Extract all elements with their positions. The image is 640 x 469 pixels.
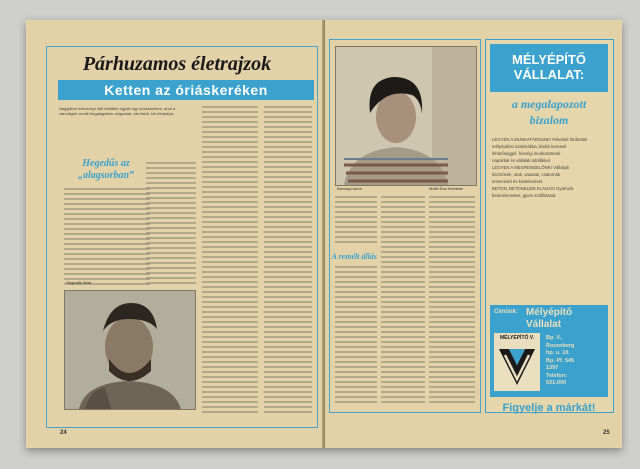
page-number-right: 25 [603, 430, 610, 436]
address-line: Telefon: [546, 372, 567, 379]
ad-body-line: mélyépítési szakmákba, kiváló kereseti [492, 144, 567, 149]
text-column-1b [146, 162, 196, 288]
ad-title-line1: MÉLYÉPÍTŐ [512, 52, 586, 67]
ad-subtitle-line2: bizalom [529, 113, 569, 127]
address-line: hp. u. 10. [546, 350, 570, 356]
company-name [526, 307, 606, 331]
ad-slogan: Figyelje a márkát! [502, 402, 596, 414]
ad-title-box [490, 44, 608, 92]
article-title: Párhuzamos életrajzok [82, 53, 272, 75]
ad-body-line: napokkal és vállalati üdülőkkel. [492, 158, 551, 163]
text-column-5 [381, 196, 425, 406]
portrait-photo-man [64, 290, 196, 410]
ad-contact-box [490, 305, 608, 397]
portrait-man-illustration [65, 291, 195, 409]
text-column-1a [64, 188, 150, 288]
ad-body-line: betonelemeket, gyors szállítással. [492, 193, 557, 198]
ad-title-line2: VÁLLALAT: [513, 67, 585, 82]
ad-body-text [492, 136, 608, 296]
text-column-4 [335, 196, 377, 246]
company-name-line2: Vállalat [526, 319, 562, 330]
mélyépítő-advertisement [485, 39, 614, 413]
left-page [26, 20, 324, 448]
ad-body-line: lehetőséggel, hétvégi munkaszüneti [492, 151, 561, 156]
page-number-left: 24 [60, 430, 67, 436]
company-name-line1: Mélyépítő [526, 307, 573, 318]
address-line: Bp. V., [546, 335, 563, 341]
address-line: 1397 [546, 365, 559, 371]
mv-logo-icon [497, 345, 537, 387]
portrait-woman-illustration [336, 47, 476, 185]
ad-body-line: BETON, BETONELEM ELADÁS! Gyártunk [492, 186, 574, 191]
text-column-3 [264, 106, 312, 418]
ad-subtitle-line1: a megalapozott [511, 97, 587, 111]
address-line: Bp. Pf. 545 [546, 357, 575, 364]
text-column-2 [202, 106, 258, 418]
ad-subtitle [490, 96, 608, 128]
banner-text: Ketten az óriáskeréken [104, 82, 268, 98]
text-column-6 [429, 196, 475, 406]
subhead-hegedus: Hegedűs az „alagsorban” [77, 158, 135, 181]
right-page [325, 20, 622, 448]
ad-body-line: LEGYEN A MEGRENDELŐNK! Vállaljuk [492, 165, 570, 170]
address-line: 531-000 [546, 380, 567, 386]
photo-caption-right-a: Bánsági Anna [337, 186, 362, 191]
ad-body-line: tervezését és kivitelezését. [492, 179, 544, 184]
subhead-remeny: A remélt állás [331, 252, 377, 261]
ad-body-line: közművek, utak, vasutak, csatornák [492, 172, 561, 177]
photo-caption-right-b: Mellit Éva felvételei [429, 186, 464, 191]
photo-caption-left: Hegedűs Béla [66, 280, 92, 285]
company-logo [494, 333, 540, 391]
ad-body-line: LEGYEN A MUNKATÁRSUNK! Felvételt hirdetünk [492, 137, 588, 142]
article-banner [58, 80, 314, 100]
company-address [546, 335, 604, 388]
text-column-4b [335, 266, 377, 406]
article-lead: Nagyjából évtizednyi időt töltöttek együtt egy óriáskeréken, ahol a városligeti vurstli forgatagában dolgoztak; két fiatal, két életpálya. [59, 106, 176, 116]
address-line: Rozenberg [546, 342, 575, 349]
contact-label: Címünk: [494, 309, 518, 315]
magazine-spread [26, 20, 622, 448]
portrait-photo-woman [335, 46, 477, 186]
logo-label: MÉLYÉPÍTŐ V. [499, 335, 535, 341]
